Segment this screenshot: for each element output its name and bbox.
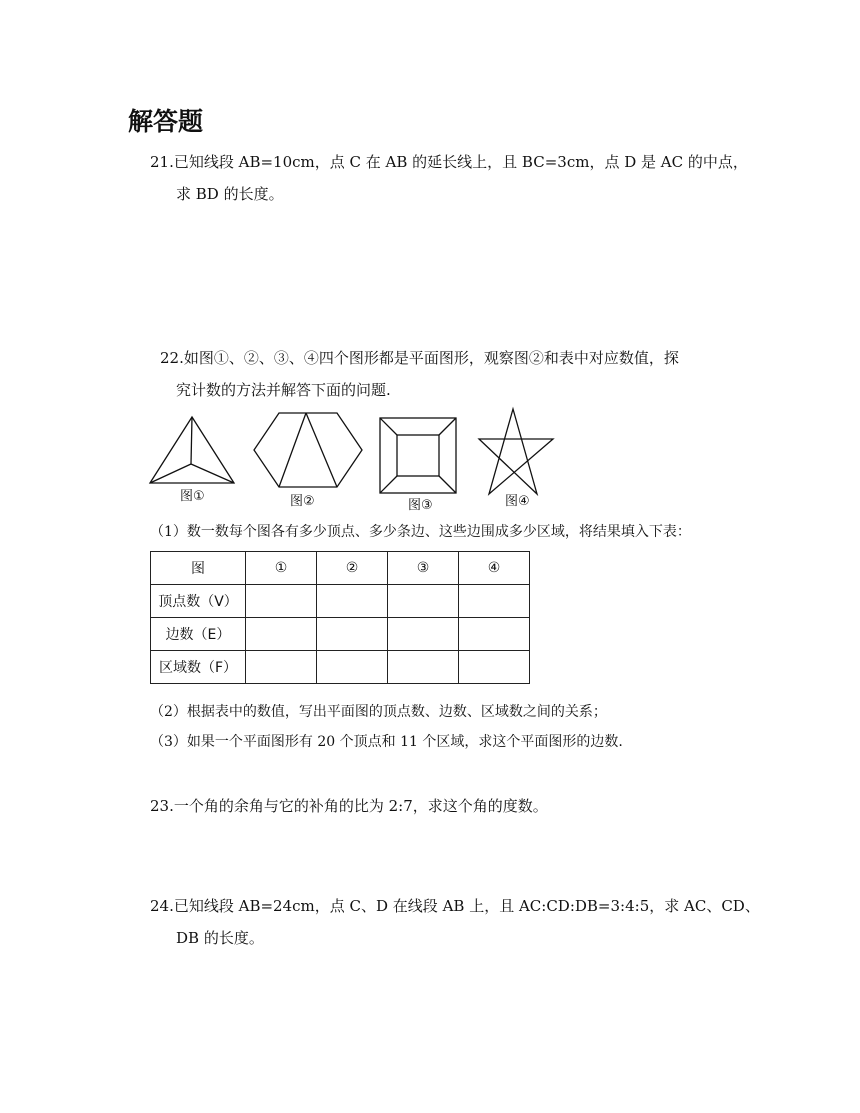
answer-cell[interactable]	[246, 585, 317, 618]
table-row	[151, 651, 530, 684]
q22-part1: （1）数一数每个图各有多少顶点、多少条边、这些边围成多少区域，将结果填入下表：	[150, 524, 691, 540]
table-header-cell: ④	[459, 552, 530, 585]
table-header-cell: ③	[388, 552, 459, 585]
figure-3-caption: 图③	[408, 498, 433, 513]
q24-line1: 24.已知线段 AB=24cm，点 C、D 在线段 AB 上，且 AC:CD:DB=3:4:5，求 AC、CD、	[150, 897, 760, 915]
figure-3-squares	[377, 415, 459, 495]
answer-cell[interactable]	[317, 618, 388, 651]
row-label-edges: 边数（E）	[151, 618, 246, 651]
q22-line1: 22.如图①、②、③、④四个图形都是平面图形，观察图②和表中对应数值，探	[160, 349, 679, 367]
answer-cell[interactable]	[246, 651, 317, 684]
answer-cell[interactable]	[317, 651, 388, 684]
q23-line1: 23.一个角的余角与它的补角的比为 2:7，求这个角的度数。	[150, 797, 548, 815]
table-header-cell: ①	[246, 552, 317, 585]
answer-cell[interactable]	[459, 585, 530, 618]
table-header-row	[151, 552, 530, 585]
figure-4-caption: 图④	[505, 494, 530, 509]
answer-table	[150, 551, 530, 684]
answer-cell[interactable]	[317, 585, 388, 618]
answer-cell[interactable]	[388, 651, 459, 684]
answer-cell[interactable]	[246, 618, 317, 651]
row-label-vertices: 顶点数（V）	[151, 585, 246, 618]
figure-1-caption: 图①	[180, 489, 205, 504]
table-row	[151, 585, 530, 618]
answer-cell[interactable]	[459, 618, 530, 651]
q22-line2: 究计数的方法并解答下面的问题.	[176, 381, 391, 399]
table-header-cell: ②	[317, 552, 388, 585]
section-title: 解答题	[128, 107, 204, 136]
answer-cell[interactable]	[388, 585, 459, 618]
q21-line1: 21.已知线段 AB=10cm，点 C 在 AB 的延长线上，且 BC=3cm，点 D 是 AC 的中点，	[150, 153, 748, 171]
answer-cell[interactable]	[459, 651, 530, 684]
table-row	[151, 618, 530, 651]
figure-4-star	[476, 406, 556, 496]
figure-2-hexagon	[251, 410, 365, 490]
figure-2-caption: 图②	[290, 494, 315, 509]
q22-part2: （2）根据表中的数值，写出平面图的顶点数、边数、区域数之间的关系；	[150, 704, 607, 720]
figure-1-triangle	[146, 413, 238, 487]
q24-line2: DB 的长度。	[176, 929, 264, 947]
q22-part3: （3）如果一个平面图形有 20 个顶点和 11 个区域，求这个平面图形的边数.	[150, 734, 623, 750]
table-header-cell: 图	[151, 552, 246, 585]
q21-line2: 求 BD 的长度。	[176, 185, 284, 203]
row-label-faces: 区域数（F）	[151, 651, 246, 684]
answer-cell[interactable]	[388, 618, 459, 651]
